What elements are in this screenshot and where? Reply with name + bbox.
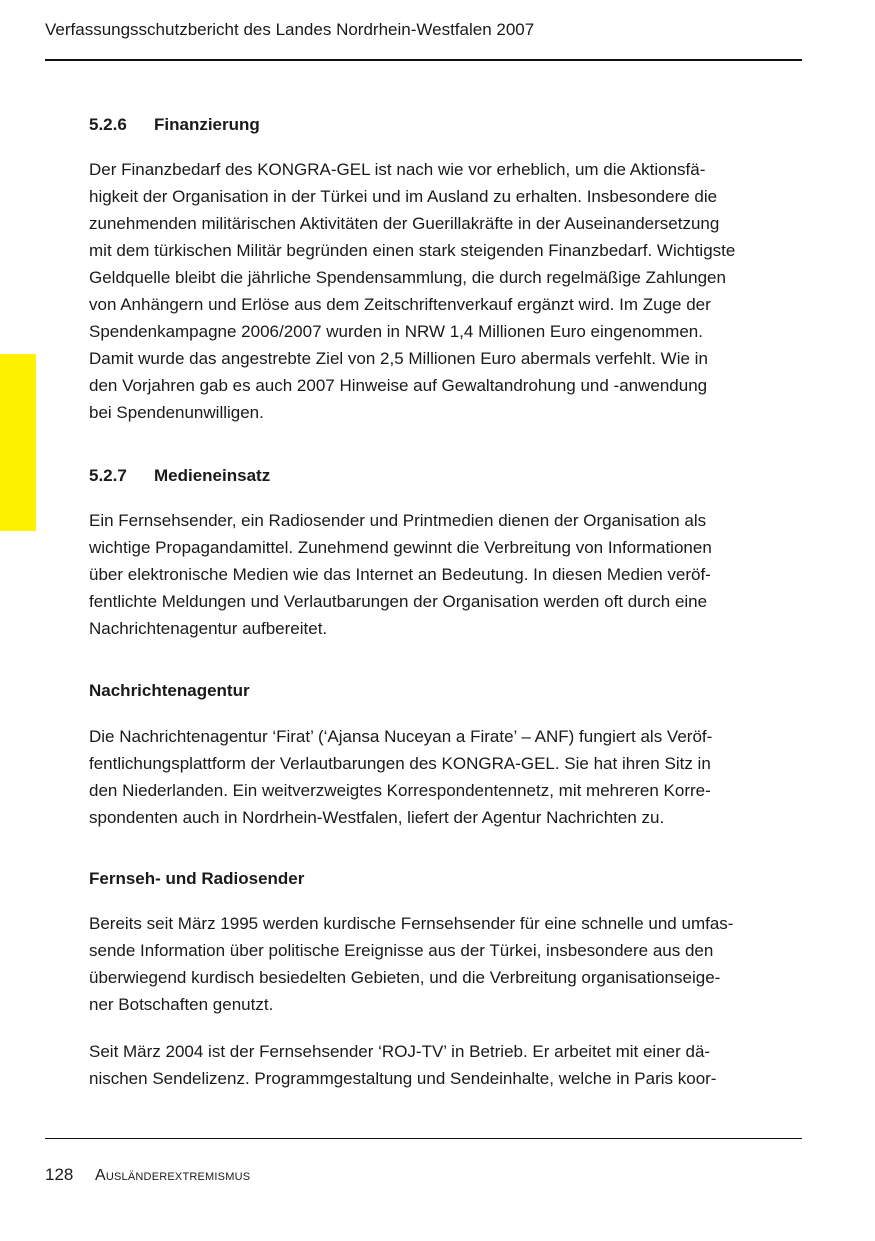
text-line: Spendenkampagne 2006/2007 wurden in NRW 1,4 Millionen Euro eingenommen. [89, 322, 703, 341]
text-line: spondenten auch in Nordrhein-Westfalen, liefert der Agentur Nachrichten zu. [89, 808, 665, 827]
text-line: fentlichte Meldungen und Verlautbarungen der Organisation werden oft durch eine [89, 592, 708, 611]
text-line: sende Information über politische Ereignisse aus der Türkei, insbesondere aus den [89, 941, 714, 960]
text-line: Geldquelle bleibt die jährliche Spendensammlung, die durch regelmäßige Zahlungen [89, 268, 726, 287]
section-title: Finanzierung [154, 115, 260, 134]
footer-section-title: Ausländerextremismus [95, 1167, 251, 1184]
chapter-tab-marker [0, 354, 36, 531]
text-line: Nachrichtenagentur aufbereitet. [89, 619, 328, 638]
subheading-nachrichtenagentur: Nachrichtenagentur [89, 681, 250, 700]
text-line: mit dem türkischen Militär begründen einen stark steigenden Finanzbedarf. Wichtigste [89, 241, 736, 260]
header-rule [45, 59, 802, 61]
text-line: Ein Fernsehsender, ein Radiosender und Printmedien dienen der Organisation als [89, 511, 707, 530]
text-line: zunehmenden militärischen Aktivitäten der Guerillakräfte in der Auseinandersetzung [89, 214, 720, 233]
text-line: wichtige Propagandamittel. Zunehmend gewinnt die Verbreitung von Informationen [89, 538, 712, 557]
text-line: über elektronische Medien wie das Internet an Bedeutung. In diesen Medien veröf- [89, 565, 711, 584]
text-line: von Anhängern und Erlöse aus dem Zeitschriftenverkauf ergänzt wird. Im Zuge der [89, 295, 711, 314]
fernsehsender-paragraph-1 [89, 910, 803, 1018]
section-number: 5.2.7 [89, 466, 127, 485]
footer-rule [45, 1138, 802, 1139]
text-line: Der Finanzbedarf des KONGRA-GEL ist nach wie vor erheblich, um die Aktionsfä- [89, 160, 706, 179]
text-line: fentlichungsplattform der Verlautbarungen des KONGRA-GEL. Sie hat ihren Sitz in [89, 754, 711, 773]
running-header-title: Verfassungsschutzbericht des Landes Nordrhein-Westfalen 2007 [45, 20, 535, 39]
text-line: Bereits seit März 1995 werden kurdische Fernsehsender für eine schnelle und umfas- [89, 914, 734, 933]
text-line: nischen Sendelizenz. Programmgestaltung und Sendeinhalte, welche in Paris koor- [89, 1069, 717, 1088]
medieneinsatz-paragraph [89, 507, 803, 642]
text-line: bei Spendenunwilligen. [89, 403, 264, 422]
text-line: Damit wurde das angestrebte Ziel von 2,5 Millionen Euro abermals verfehlt. Wie in [89, 349, 708, 368]
section-heading-finanzierung [89, 114, 260, 136]
text-line: den Vorjahren gab es auch 2007 Hinweise auf Gewaltandrohung und -anwendung [89, 376, 708, 395]
text-line: ner Botschaften genutzt. [89, 995, 274, 1014]
subheading-fernseh-radiosender: Fernseh- und Radiosender [89, 869, 305, 888]
section-title: Medieneinsatz [154, 466, 271, 485]
text-line: Die Nachrichtenagentur ‘Firat’ (‘Ajansa Nuceyan a Firate’ – ANF) fungiert als Veröf- [89, 727, 713, 746]
section-number: 5.2.6 [89, 115, 127, 134]
finanzierung-paragraph [89, 156, 803, 426]
nachrichtenagentur-paragraph [89, 723, 803, 831]
text-line: higkeit der Organisation in der Türkei und im Ausland zu erhalten. Insbesondere die [89, 187, 718, 206]
page-footer [45, 1164, 250, 1187]
text-line: den Niederlanden. Ein weitverzweigtes Korrespondentennetz, mit mehreren Korre- [89, 781, 711, 800]
text-line: überwiegend kurdisch besiedelten Gebieten, und die Verbreitung organisationseige- [89, 968, 721, 987]
text-line: Seit März 2004 ist der Fernsehsender ‘ROJ-TV’ in Betrieb. Er arbeitet mit einer dä- [89, 1042, 711, 1061]
page-number: 128 [45, 1165, 74, 1184]
fernsehsender-paragraph-2 [89, 1038, 803, 1092]
section-heading-medieneinsatz [89, 465, 270, 487]
